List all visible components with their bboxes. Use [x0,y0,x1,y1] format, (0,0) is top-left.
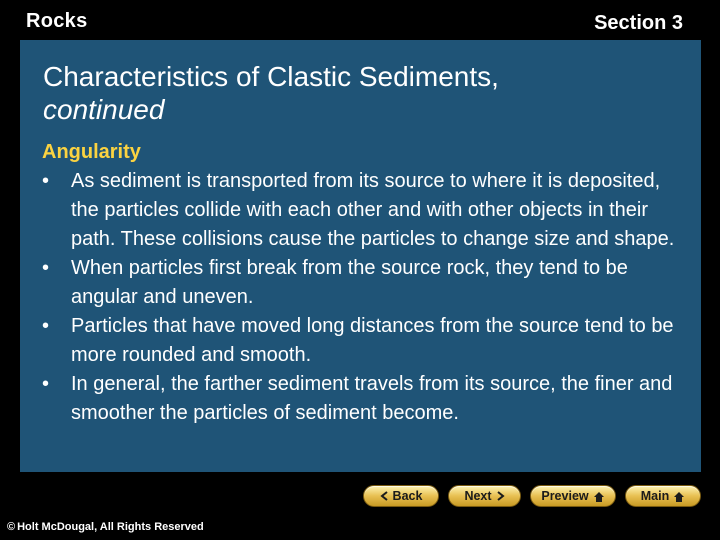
bullet-list [42,167,692,428]
bullet-item [42,370,692,428]
back-button[interactable] [363,485,439,507]
next-label: Next [464,489,492,503]
next-button[interactable] [448,485,521,507]
subheading: Angularity [42,141,141,163]
main-label: Main [640,489,670,503]
chapter-label: Rocks [26,10,88,32]
bullet-text: As sediment is transported from its source to where it is deposited, the particles collide with each other and with other objects in their path. These collisions cause the particles to change size and shape. [71,170,675,250]
home-icon [593,491,605,502]
main-button[interactable] [625,485,701,507]
bullet-item [42,167,692,254]
slide-title-main: Characteristics of Clastic Sediments, [43,61,499,92]
bullet-text: When particles first break from the source rock, they tend to be angular and uneven. [71,257,628,308]
chevron-right-icon [496,491,505,501]
bullet-item [42,312,692,370]
bullet-text: In general, the farther sediment travels from its source, the finer and smoother the particles of sediment become. [71,373,673,424]
bullet-marker: • [42,170,50,192]
back-label: Back [392,489,423,503]
chevron-left-icon [380,491,389,501]
content-panel [20,40,701,472]
bullet-marker: • [42,257,50,279]
bullet-marker: • [42,315,50,337]
slide-title-continued: continued [43,94,165,125]
bullet-item [42,254,692,312]
section-label: Section 3 [594,12,683,34]
slide-body [42,138,692,428]
preview-button[interactable] [530,485,616,507]
home-icon [673,491,685,502]
navigation-bar [363,485,701,507]
copyright-notice [7,521,204,533]
bullet-text: Particles that have moved long distances from the source tend to be more rounded and smooth. [71,315,674,366]
copyright-text: Holt McDougal, All Rights Reserved [17,521,204,533]
slide-title [43,60,499,126]
bullet-marker: • [42,373,50,395]
preview-label: Preview [541,489,589,503]
copyright-symbol: © [7,521,16,533]
